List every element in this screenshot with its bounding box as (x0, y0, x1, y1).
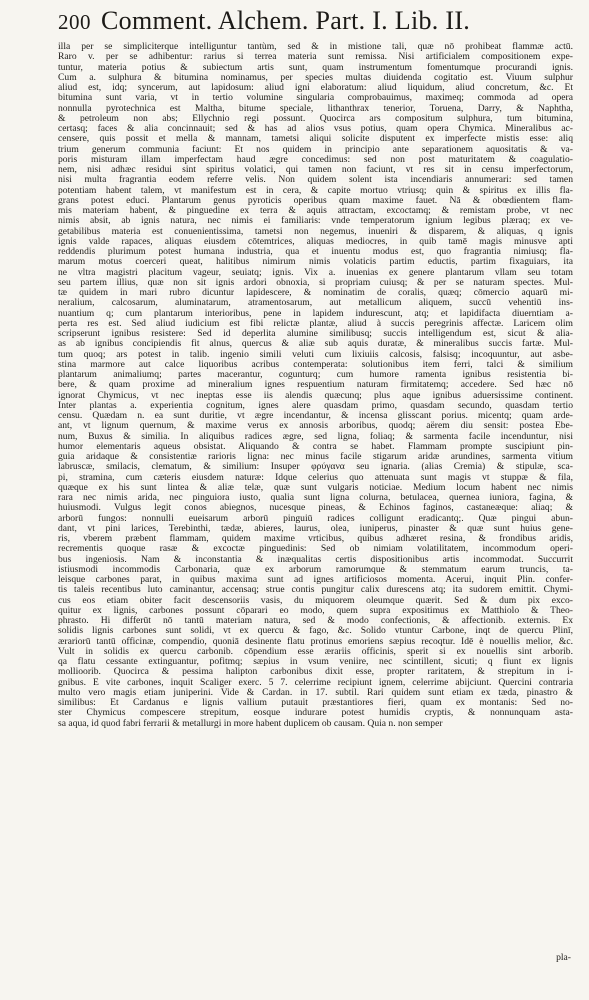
text-line: ignis valde rapaces, aliquas eiusdem cōtemtrices, aliquas mediocres, in quib tamē magis minusve apti (58, 236, 573, 247)
text-line: mollioorib. Quocirca & pessima halipton carbonibus dixit esse, propter raritatem, & strepitum in i- (58, 667, 573, 678)
running-title: Comment. Alchem. Part. I. Lib. II. (101, 6, 471, 35)
text-line: quæque ex his sunt lintea & aliæ telæ, quæ sunt vulgaris noticiae. Medium locum habent nec nimis (58, 482, 573, 493)
text-line: recrementis quoque rasæ & excoctæ pinguedinis: Sed ob nimiam volatilitatem, incommodum operi- (58, 544, 573, 555)
text-line: tuntur, materia potius & subiectum artis sunt, quam instrumentum fomentumque procurandi ignis. (58, 62, 573, 73)
text-line: arborū fungos: nonnulli eueisarum arborū pinguiū radices colligunt eradicantq;. Quæ pingui abun- (58, 513, 573, 524)
text-line: censere, quis possit et mella & mannam, tametsi aliqui solicite disputent ex imperfecte mistis esse: aliq (58, 134, 573, 145)
text-line: scripserunt ignibus resistere: Sed id deperlita alumine similibusq; succis intelligendum est, sicut & alia- (58, 329, 573, 339)
text-line: huiusmodi. Vulgus legit conos abiegnos, nucesque pineas, & Echinos faginos, castaneæque: aliaq; & (58, 503, 573, 514)
text-line: Cum a. sulphura & bitumina nominamus, per species multas diuidenda cogitatio est. Viuum sulphur (58, 72, 573, 83)
text-line: potentiam habent talem, vt manifestum est in cera, & capite mortuo vtriusq; quin & spiritus ex illis fla- (58, 185, 573, 196)
text-line: nonnulla pyrotechnica est Maltha, bitume speciale, lithanthrax tenerior, Toruena, Darry, & Naphtha, (58, 103, 573, 114)
text-line: gnibus. E vite carbones, inquit Scaliger exerc. 5 7. celerrime recipiunt ignem, celerrime abijciunt. Quercini contraria (58, 677, 573, 688)
text-line: certasq; faces & alia concinnauit; sed & has ad alios vsus potius, quam opera Chymica. Mineralibus ac- (58, 124, 573, 134)
text-line: tis taleis recentibus luto caminantur, accensaq; strue contis pungitur calix durescens atq; ita sudorem emittit. Chymi- (58, 585, 573, 596)
text-line: leisque carbones parat, in quibus maxima sunt ad ignes artificiosos momenta. Acerui, inquit Plin. confer- (58, 575, 573, 585)
text-line: & petroleum non abs; Ellychnio regi possunt. Quocirca ars compositum sulphura, tum bitumina, (58, 113, 573, 124)
text-line: ne vltra magistri placitum vageur, seuiatq; ignis. Vix a. inuenias ex genere plantarum vllam seu totam (58, 267, 573, 278)
text-line: marum motus coerceri queat, halitibus nimirum nimis volaticis partim eductis, partim fixaguiars, ita (58, 257, 573, 268)
text-line: istiusmodi incommodis Carbonaria, quæ ex arborum ramorumque & stemmatum earum truncis, ta- (58, 564, 573, 575)
text-line: similibus: Et Cardanus e lignis vallium putauit præstantiores fieri, quam ex montanis: Sed no- (58, 698, 573, 708)
text-line: Vult in solidis ex quercu carbonib. cōpendium esse ærariis officinis, sperit si ex nouellis sint arborib. (58, 646, 573, 657)
body-text (58, 42, 573, 729)
text-line: sa aqua, id quod fabri ferrarii & metallurgi in more habent duplicem ob causam. Quia n. non semper (58, 718, 443, 729)
page-number: 200 (58, 10, 91, 34)
text-line: trium generum communia faciunt: Et nos quidem in principio ante separationem aquositatis & va- (58, 144, 573, 155)
text-line: ant, vt lignum quernum, & maxime verus ex annosis arboribus, quodq; aërem diu sensit: postea Ebe- (58, 421, 573, 432)
text-line: ignorat Chymicus, vt nec ineptas esse iis alendis quæcunq; plus aque ignibus aduersissime continent. (58, 390, 573, 401)
text-line: humor elementaris aqueus obsistat. Aliquando & contra se habet. Flammam prompte suscipiunt pin- (58, 441, 573, 452)
text-line: pi, stramina, cum cæteris eiusdem naturæ: Idque celerius quo attenuata sunt magis vt stuppæ & fila, (58, 472, 573, 483)
text-line: ris, vberem præbent flammam, quidem maxime vrticibus, quibus adhæret resina, & frondibus aridis, (58, 534, 573, 544)
text-line: qa flatu cessante extinguantur, pofitmq; sæpius in vsum veniire, nec scintillent, sicuti; q fiunt ex lignis (58, 657, 573, 667)
text-line: grans potest educi. Plantarum genus pyroticis operibus quam maxime fauet. Nā & obœdientem flam- (58, 195, 573, 206)
text-line: Inter plantas a. experientia cognitum, ignes alere quasdam primo, quasdam secundo, quasdam tertio (58, 400, 573, 411)
text-line: ærariorū tantū officinæ, compendio, quoniā desinente flatu protinus emoriens sæpius recoqtur. Idē è nouellis melior, &c. (58, 636, 573, 647)
text-line: dant, vt pini larices, Terebinthi, tædæ, abieres, laurus, olea, iuniperus, pinaster & quæ sunt huius gene- (58, 523, 573, 534)
text-line: bere, & quam proxime ad mineralium ignes respuentium naturam firmitatemq; accedere. Sed hæc nō (58, 380, 573, 391)
text-line: plantarum animaliumq; partes macerantur, cogunturq; cum humore ramenta ignibus resistentia bi- (58, 370, 573, 380)
text-line: ster Chymicus compescere strepitum, eosque indurare potest humidis cryptis, & nonnunquam asta- (58, 708, 573, 719)
text-line: nuantium q; cum plantarum interioribus, pene in lapidem indurescunt, atq; et lapidifacta diuerntiam a- (58, 308, 573, 319)
text-line: labruscæ, smilacis, clematum, & similium: Insuper φρύγανα seu ignaria. (alias Cremia) & stipulæ, sca- (58, 462, 573, 473)
text-line: guia aridaque & consistentiæ rarioris ligna: nec minus facile stigarum aridæ arundines, sarmenta vitium (58, 452, 573, 462)
text-line: poris misturam illam imperfectam haud ægre concedimus: sed non post maturitatem & coagulatio- (58, 154, 573, 165)
text-line: getabilibus materia est conuenientissima, tametsi non negemus, inueniri & disparem, & aliquas, q ignis (58, 226, 573, 237)
text-line: bitumina sunt varia, vt in tertio volumine singularia comprobauimus, maximeq; commoda ad opera (58, 93, 573, 104)
text-line: cus eos etiam obiter facit descensoriis vasis, du miquorem oleumque quærit. Sed & dum pix exco- (58, 595, 573, 606)
text-line: rara nec nimis arida, nec pinguiora iusto, qualia sunt ligna colurna, betulacea, quernea iuniora, fagina, & (58, 493, 573, 503)
text-line: seu partem illius, quæ non sit ignis ardori obnoxia, si propriam cuiusq; & per se naturam spectes. Mul- (58, 277, 573, 288)
text-line: bus ingeniosis. Nam & inconstantia & inæqualitas certis dispositionibus artis incommodat. Succurrit (58, 554, 573, 565)
page-header (58, 6, 573, 36)
text-line: nisi multa fragrantia eodem referre velis. Non quidem solent ista incendiaris annumerari: sed tamen (58, 175, 573, 186)
text-line: Raro v. per se adhibentur: rarius si terrea materia sunt remissa. Nisi artificialem compositionem expe- (58, 52, 573, 63)
text-line: multo vero magis etiam juniperini. Vide & Cardan. in 17. subtil. Rari quidem sunt etiam ex tæda, pinastro & (58, 687, 573, 698)
text-line: solidis lignis carbones sunt solidi, vt ex quercu & fago, &c. Solido vtuntur Carbone, inqt de quercu Plinī, (58, 626, 573, 637)
text-line: as ab ignibus concipiendis fit alnus, quercus & aliæ sub aquis duratæ, & mineralibus succis fartæ. Mul- (58, 339, 573, 350)
text-line: illa per se simpliciterque intelliguntur tantùm, sed & in mistione tali, quæ nō prohibeat flammæ actū. (58, 42, 573, 52)
text-line: perta res est. Sed aliud iudicium est fibi relictæ plantæ, aliud à succis peregrinis affectæ. Laricem olim (58, 318, 573, 329)
text-line: reddendis plurimum potest humana industria, qua et inuentu modus est, quo fragrantia nimiusq; fla- (58, 247, 573, 257)
text-line: neralium, calcosarum, aluminatarum, atramentosarum, aut metallicum aliquem, succū vehentiū ins- (58, 298, 573, 309)
catchword: pla- (556, 952, 571, 963)
text-line: censu. Quædam n. ea sunt duritie, vt ægre incendantur, & incensa glisscant porius. micentq; quam arde- (58, 411, 573, 421)
text-line: stina marmore aut calce liquoribus acribus contemperata: solutionibus item ferri, talci & similium (58, 359, 573, 370)
text-line: tæ quidem in mari rubro dicuntur lapidescere, & nominatim de coralis, quæq; cōmercio aquarū mi- (58, 288, 573, 298)
text-line: nem, nisi adhæc residui sint spiritus volatici, qui tamen non faciunt, vt res sit in censu imperfectorum, (58, 165, 573, 175)
text-line: phrasto. Hi differūt nō tantū materiam natura, sed & modo confectionis, & affectionib. externis. Ex (58, 616, 573, 626)
text-line: mis materiam habent, & pinguedine ex terra & aquis attractam, excoctamq; & remistam probe, vt nec (58, 206, 573, 216)
text-line: num, Buxus & similia. In aliquibus radices ægre, sed ligna, foliaq; & sarmenta facile incenduntur, nisi (58, 431, 573, 442)
text-line: tum quoq; ars potest in talib. ingenio simili veluti cum lixiuiis calcosis, falsisq; incoquuntur, aut asbe- (58, 349, 573, 360)
text-line: nimis absit, ab ignis natura, nec nimis ei familiaris: vnde temperatorum ignium legibus plæraq; ex ve- (58, 216, 573, 227)
text-line: aliud est, idq; syncerum, aut lapidosum: aliud igni elaboratum: aliud liquidum, aliud concretum, &c. Et (58, 83, 573, 93)
text-line: quitur ex lignis, carbones possunt cōparari eo modo, quem supra expositimus ex Matthiolo & Theo- (58, 605, 573, 616)
